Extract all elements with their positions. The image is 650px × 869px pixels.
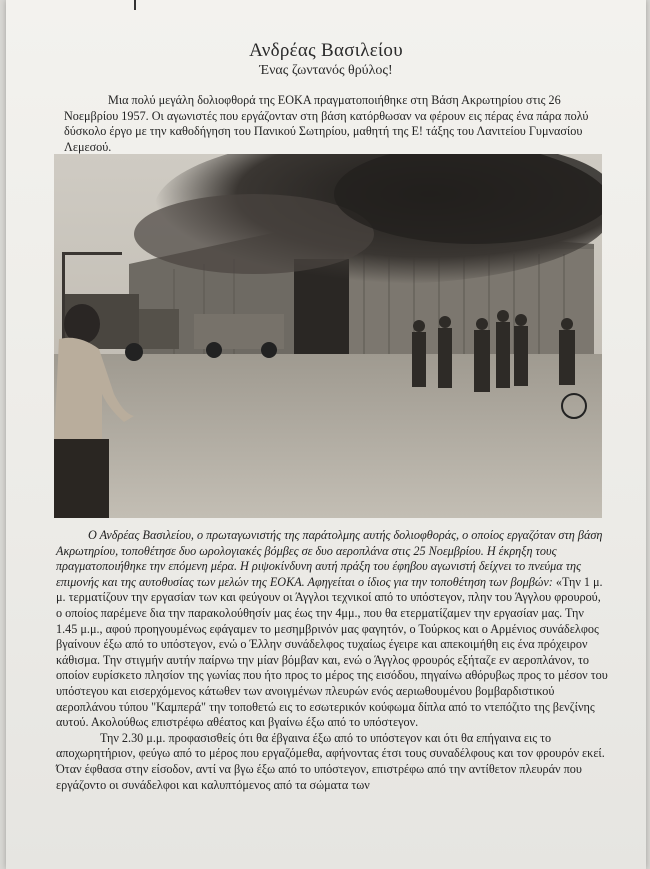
- page-mark: [134, 0, 136, 10]
- story-italic: Ο Ανδρέας Βασιλείου, ο πρωταγωνιστής της παράτολμης αυτής δολιοφθοράς, ο οποίος εργαζόταν στη βάση Ακρωτηρίου, τοποθέτησε δυο ωρολογιακές βόμβες σε δυο αεροπλάνα στις 25 Νοεμβρίου. Η έκρηξη τους πραγματοποιήθηκε την επόμενη μέρα. Η ριψοκίνδυνη αυτή πράξη του έφηβου αγωνιστή δείχνει το πνεύμα της επιμονής και της αυτοθυσίας των μελών της ΕΟΚΑ. Αφηγείται ο ίδιος για την τοποθέτηση των βομβών:: [56, 528, 603, 589]
- page-title: Ανδρέας Βασιλείου: [249, 40, 403, 61]
- historical-photo: [54, 154, 602, 518]
- intro-paragraph: [64, 93, 604, 155]
- story-text: [56, 528, 608, 793]
- story-p2: Την 2.30 μ.μ. προφασισθείς ότι θα έβγαινα έξω από το υπόστεγον και ότι θα επήγαινα εις το αποχωρητήριον, φεύγω από το μέρος που εργαζόμεθα, αφήνοντας έτσι τους συναδέλφους και τον φρουρόν εκεί. Όταν έφθασα στην είσοδον, αντί να βγω έξω από το υπόστεγον, επιστρέφω από την αντίθετον πλευράν που εργάζοντο οι συνάδελφοι και καλυπτόμενος από τα σώματα των: [56, 730, 605, 792]
- intro-text: Μια πολύ μεγάλη δολιοφθορά της ΕΟΚΑ πραγματοποιήθηκε στη Βάση Ακρωτηρίου στις 26 Νοεμβρίου 1957. Οι αγωνιστές που εργάζονταν στη βάση κατόρθωσαν να φέρουν εις πέρας ένα πάρα πολύ δύσκολο έργο με την καθοδήγηση του Πανικού Σωτηρίου, μαθητή της Ε! τάξης του Λανιτείου Γυμνασίου Λεμεσού.: [64, 93, 589, 154]
- document-page: [6, 0, 646, 869]
- page-subtitle: Ένας ζωντανός θρύλος!: [259, 63, 393, 78]
- photo-illustration: [54, 154, 602, 518]
- story-quote: «Την 1 μ. μ. τερματίζουν την εργασίαν των και φεύγουν οι Άγγλοι τεχνικοί από το υπόστεγον, πλην του Άγγλου φρουρού, ο οποίος παρέμενε δια την παρακολούθησίν μας έως την 4μμ., που θα ετερματίζαμεν την εργασίαν μας. Την 1.45 μ.μ., αφού προηγουμένως εφάγαμεν το μεσημβρινόν μας φαγητόν, ο Τούρκος και ο Αρμένιος συνάδελφος βγαίνουν έξω από το υπόστεγον, ενώ ο Έλλην συνάδελφος τυχαίως έγειρε και απεκοιμήθη εις ένα πρόχειρον κάθισμα. Την στιγμήν αυτήν παίρνω την μίαν βόμβαν και, ενώ ο Άγγλος φρουρός εξήταζε εν αεροπλάνον, το οποίον ευρίσκετο πλησίον της γωνίας που ήτο προς το μέρος της εισόδου, πηγαίνω αθόρυβως προς το μέσον του υπόστεγου και εισερχόμενος κάτωθεν των ανοιγμένων πλευρών ενός αεριωθουμένου βομβαρδιστικού αεροπλάνου τύπου "Καμπερά" την τοποθετώ εις το εσωτερικόν κούφωμα δίπλα από το ντεπόζιτο της βενζίνης αυτού. Ακολούθως επιστρέφω αθέατος και βγαίνω έξω από το υπόστεγον.: [56, 574, 608, 730]
- story-paragraph-2: [56, 731, 608, 793]
- story-paragraph-1: [56, 528, 608, 731]
